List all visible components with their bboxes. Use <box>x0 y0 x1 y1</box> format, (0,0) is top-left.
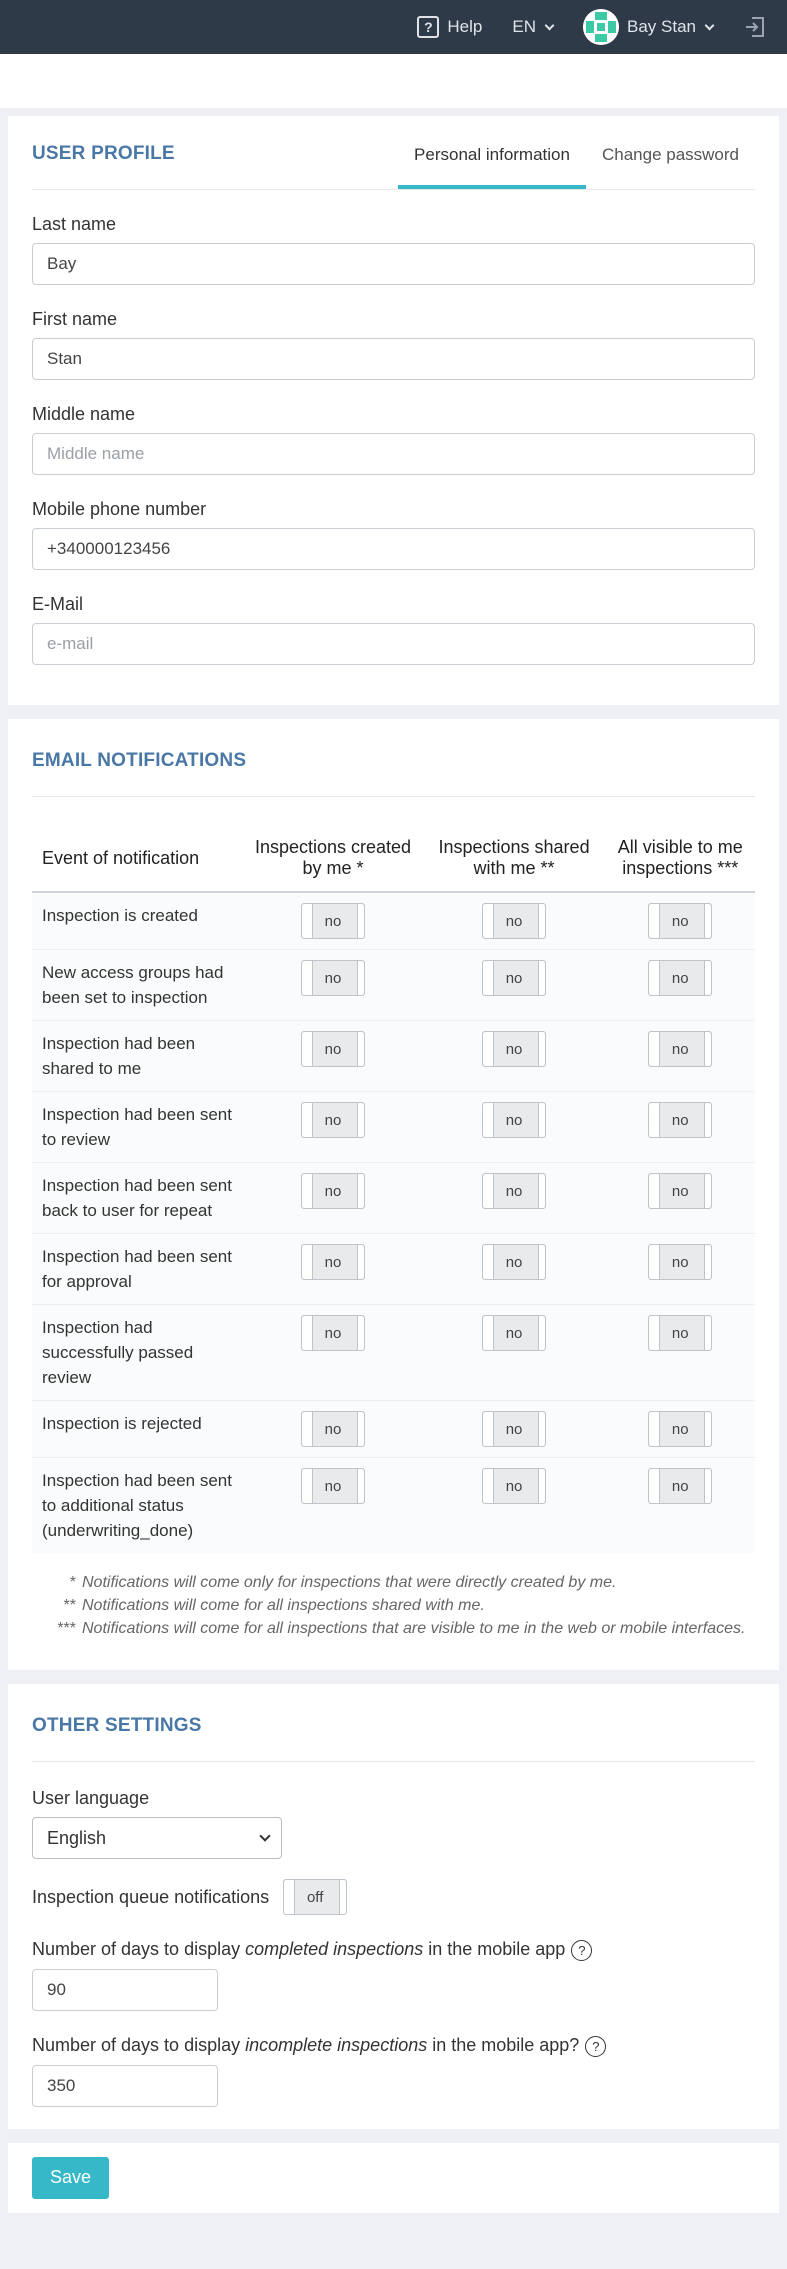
table-row <box>32 1021 755 1092</box>
notification-toggle[interactable]: no <box>648 1468 712 1504</box>
footnote <box>50 1617 755 1640</box>
mobile-phone-group <box>32 475 755 570</box>
toggle-cell <box>606 1234 755 1305</box>
chevron-down-icon <box>259 1830 270 1841</box>
notifications-footnotes <box>32 1553 755 1670</box>
avatar <box>583 9 619 45</box>
notification-toggle[interactable]: no <box>648 1031 712 1067</box>
tab-personal-information[interactable]: Personal information <box>398 145 586 189</box>
notification-toggle[interactable]: no <box>648 1244 712 1280</box>
incomplete-days-group <box>32 2011 755 2107</box>
table-row <box>32 1305 755 1401</box>
completed-days-input[interactable]: 90 <box>32 1969 218 2011</box>
table-row <box>32 1401 755 1458</box>
notification-toggle[interactable]: no <box>482 960 546 996</box>
email-label: E-Mail <box>32 594 84 614</box>
footnote-text: Notifications will come for all inspections that are visible to me in the web or mobile interfaces. <box>82 1620 746 1637</box>
help-circle-icon[interactable]: ? <box>585 2036 606 2057</box>
footnote-mark: * <box>69 1574 76 1591</box>
toggle-cell <box>243 1021 422 1092</box>
toggle-cell <box>423 950 606 1021</box>
user-profile-header <box>32 116 755 190</box>
event-label: Inspection is rejected <box>32 1401 243 1458</box>
toggle-cell <box>423 1092 606 1163</box>
tab-change-password[interactable]: Change password <box>601 145 739 164</box>
queue-notifications-label: Inspection queue notifications <box>32 1886 270 1907</box>
last-name-input[interactable]: Bay <box>32 243 755 285</box>
toggle-cell <box>606 892 755 950</box>
notification-toggle[interactable]: no <box>648 1411 712 1447</box>
table-row <box>32 1458 755 1554</box>
middle-name-group <box>32 380 755 475</box>
column-header-shared-with-me: Inspections shared with me ** <box>423 829 606 892</box>
other-settings-title: OTHER SETTINGS <box>32 1715 202 1736</box>
notification-toggle[interactable]: no <box>482 1468 546 1504</box>
mobile-phone-input[interactable]: +340000123456 <box>32 528 755 570</box>
help-circle-icon[interactable]: ? <box>571 1940 592 1961</box>
table-row <box>32 1234 755 1305</box>
first-name-input[interactable]: Stan <box>32 338 755 380</box>
table-row <box>32 1163 755 1234</box>
toggle-cell <box>606 1092 755 1163</box>
footnote <box>50 1571 755 1594</box>
label-emphasis: incomplete inspections <box>245 2034 428 2055</box>
completed-days-group <box>32 1915 755 2011</box>
notification-toggle[interactable]: no <box>648 1315 712 1351</box>
notifications-table <box>32 829 755 1553</box>
event-label: Inspection had been sent to additional status (underwriting_done) <box>32 1458 243 1554</box>
label-text: Number of days to display <box>32 1939 246 1959</box>
notification-toggle[interactable]: no <box>482 1411 546 1447</box>
queue-notifications-row <box>32 1859 755 1915</box>
user-language-value: English <box>47 1827 107 1848</box>
toggle-cell <box>243 892 422 950</box>
notification-toggle[interactable]: no <box>301 960 365 996</box>
toggle-cell <box>243 1401 422 1458</box>
event-label: New access groups had been set to inspection <box>32 950 243 1021</box>
chevron-down-icon <box>705 20 715 30</box>
toggle-cell <box>606 1458 755 1554</box>
footnote <box>50 1594 755 1617</box>
email-group <box>32 570 755 665</box>
help-label: Help <box>447 17 483 36</box>
column-header-event: Event of notification <box>32 829 243 892</box>
footnote-text: Notifications will come for all inspections shared with me. <box>82 1597 485 1614</box>
toggle-cell <box>606 1401 755 1458</box>
toggle-cell <box>243 1092 422 1163</box>
mobile-phone-label: Mobile phone number <box>32 499 207 519</box>
toggle-cell <box>243 1163 422 1234</box>
first-name-group <box>32 285 755 380</box>
save-button[interactable]: Save <box>32 2157 109 2199</box>
notification-toggle[interactable]: no <box>301 1102 365 1138</box>
notification-toggle[interactable]: no <box>648 960 712 996</box>
label-text: in the mobile app <box>423 1939 566 1959</box>
last-name-group <box>32 190 755 285</box>
notification-toggle[interactable]: no <box>301 1468 365 1504</box>
queue-notifications-toggle[interactable]: off <box>283 1879 347 1915</box>
email-input[interactable]: e-mail <box>32 623 755 665</box>
notification-toggle[interactable]: no <box>482 1173 546 1209</box>
toggle-cell <box>423 1021 606 1092</box>
language-dropdown[interactable] <box>512 17 553 37</box>
top-navbar <box>0 0 787 54</box>
incomplete-days-input[interactable]: 350 <box>32 2065 218 2107</box>
toggle-cell <box>423 1234 606 1305</box>
toggle-cell <box>243 1234 422 1305</box>
toggle-cell <box>423 1305 606 1401</box>
notification-toggle[interactable]: no <box>301 1031 365 1067</box>
event-label: Inspection had been sent for approval <box>32 1234 243 1305</box>
user-profile-title: USER PROFILE <box>32 143 175 164</box>
other-settings-card <box>8 1684 779 2129</box>
incomplete-days-label <box>32 2035 755 2057</box>
language-label: EN <box>512 17 536 36</box>
event-label: Inspection had been sent back to user for repeat <box>32 1163 243 1234</box>
toggle-cell <box>606 1021 755 1092</box>
email-notifications-title: EMAIL NOTIFICATIONS <box>32 750 247 771</box>
event-label: Inspection had been shared to me <box>32 1021 243 1092</box>
table-row <box>32 950 755 1021</box>
completed-days-label <box>32 1939 755 1961</box>
help-link[interactable] <box>417 16 482 38</box>
other-settings-header <box>32 1684 755 1762</box>
event-label: Inspection had been sent to review <box>32 1092 243 1163</box>
toggle-cell <box>423 892 606 950</box>
toggle-cell <box>606 1305 755 1401</box>
footnote-mark: ** <box>63 1597 76 1614</box>
footnote-text: Notifications will come only for inspections that were directly created by me. <box>82 1574 617 1591</box>
toggle-cell <box>243 1458 422 1554</box>
column-header-all-visible: All visible to me inspections *** <box>606 829 755 892</box>
notification-toggle[interactable]: no <box>301 903 365 939</box>
help-icon: ? <box>417 16 439 38</box>
label-text: Number of days to display <box>32 2034 246 2055</box>
footnote-mark: *** <box>57 1620 76 1637</box>
email-notifications-header <box>32 719 755 797</box>
notification-toggle[interactable]: no <box>301 1315 365 1351</box>
column-header-created-by-me: Inspections created by me * <box>243 829 422 892</box>
notification-toggle[interactable]: no <box>648 903 712 939</box>
notification-toggle[interactable]: no <box>301 1411 365 1447</box>
logout-icon <box>743 15 767 39</box>
user-language-select[interactable] <box>32 1817 282 1859</box>
user-profile-card <box>8 116 779 705</box>
toggle-cell <box>423 1458 606 1554</box>
toggle-cell <box>243 950 422 1021</box>
notification-toggle[interactable]: no <box>301 1244 365 1280</box>
page-header-strip <box>0 54 787 108</box>
last-name-label: Last name <box>32 214 117 234</box>
first-name-label: First name <box>32 309 118 329</box>
notification-toggle[interactable]: no <box>482 1102 546 1138</box>
label-emphasis: completed inspections <box>245 1939 424 1959</box>
toggle-cell <box>243 1305 422 1401</box>
notification-toggle[interactable]: no <box>301 1173 365 1209</box>
table-row <box>32 892 755 950</box>
email-notifications-card <box>8 719 779 1670</box>
event-label: Inspection had successfully passed review <box>32 1305 243 1401</box>
user-name: Bay Stan <box>627 17 696 36</box>
user-language-label: User language <box>32 1788 150 1808</box>
toggle-cell <box>423 1401 606 1458</box>
logout-button[interactable] <box>743 15 767 39</box>
toggle-cell <box>606 1163 755 1234</box>
toggle-cell <box>606 950 755 1021</box>
chevron-down-icon <box>545 20 555 30</box>
notification-toggle[interactable]: no <box>482 1315 546 1351</box>
user-language-group <box>32 1780 755 1859</box>
user-menu[interactable] <box>583 9 713 45</box>
label-text: in the mobile app? <box>427 2034 580 2055</box>
toggle-cell <box>423 1163 606 1234</box>
notification-toggle[interactable]: no <box>482 903 546 939</box>
notification-toggle[interactable]: no <box>482 1244 546 1280</box>
profile-tabs <box>398 145 755 189</box>
notification-toggle[interactable]: no <box>648 1102 712 1138</box>
save-bar <box>8 2143 779 2213</box>
notification-toggle[interactable]: no <box>648 1173 712 1209</box>
event-label: Inspection is created <box>32 892 243 950</box>
notification-toggle[interactable]: no <box>482 1031 546 1067</box>
middle-name-label: Middle name <box>32 404 136 424</box>
middle-name-input[interactable]: Middle name <box>32 433 755 475</box>
table-row <box>32 1092 755 1163</box>
